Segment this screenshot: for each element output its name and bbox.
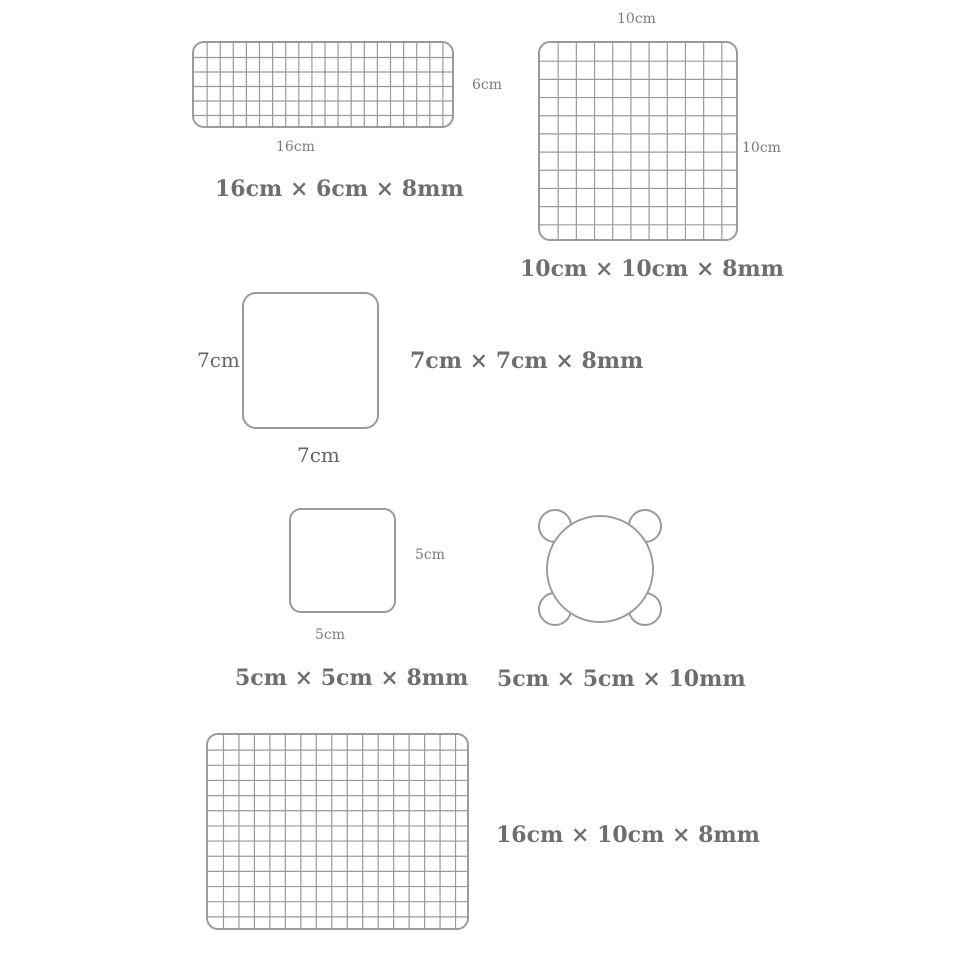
- spec-5x5: 5cm × 5cm × 8mm: [235, 665, 469, 691]
- width-label-16x6: 16cm: [276, 139, 315, 155]
- spec-7x7: 7cm × 7cm × 8mm: [410, 348, 644, 374]
- block-5x5: [289, 508, 396, 613]
- height-label-16x6: 6cm: [472, 77, 503, 93]
- grid-lines: [540, 43, 738, 241]
- width-label-10x10: 10cm: [617, 11, 656, 27]
- spec-bear: 5cm × 5cm × 10mm: [497, 666, 746, 692]
- grid-block-16x6: [192, 41, 454, 128]
- grid-lines: [208, 735, 469, 930]
- spec-16x10: 16cm × 10cm × 8mm: [496, 822, 760, 848]
- width-label-7x7: 7cm: [297, 443, 340, 467]
- grid-block-10x10: [538, 41, 738, 241]
- height-label-7x7: 7cm: [197, 348, 240, 372]
- spec-10x10: 10cm × 10cm × 8mm: [520, 256, 784, 282]
- height-label-5x5: 5cm: [415, 547, 446, 563]
- bear-head-shape: [535, 505, 665, 631]
- height-label-10x10: 10cm: [742, 140, 781, 156]
- block-7x7: [242, 292, 379, 429]
- grid-block-16x10: [206, 733, 469, 930]
- spec-16x6: 16cm × 6cm × 8mm: [215, 176, 464, 202]
- grid-lines: [194, 43, 454, 128]
- width-label-5x5: 5cm: [315, 627, 346, 643]
